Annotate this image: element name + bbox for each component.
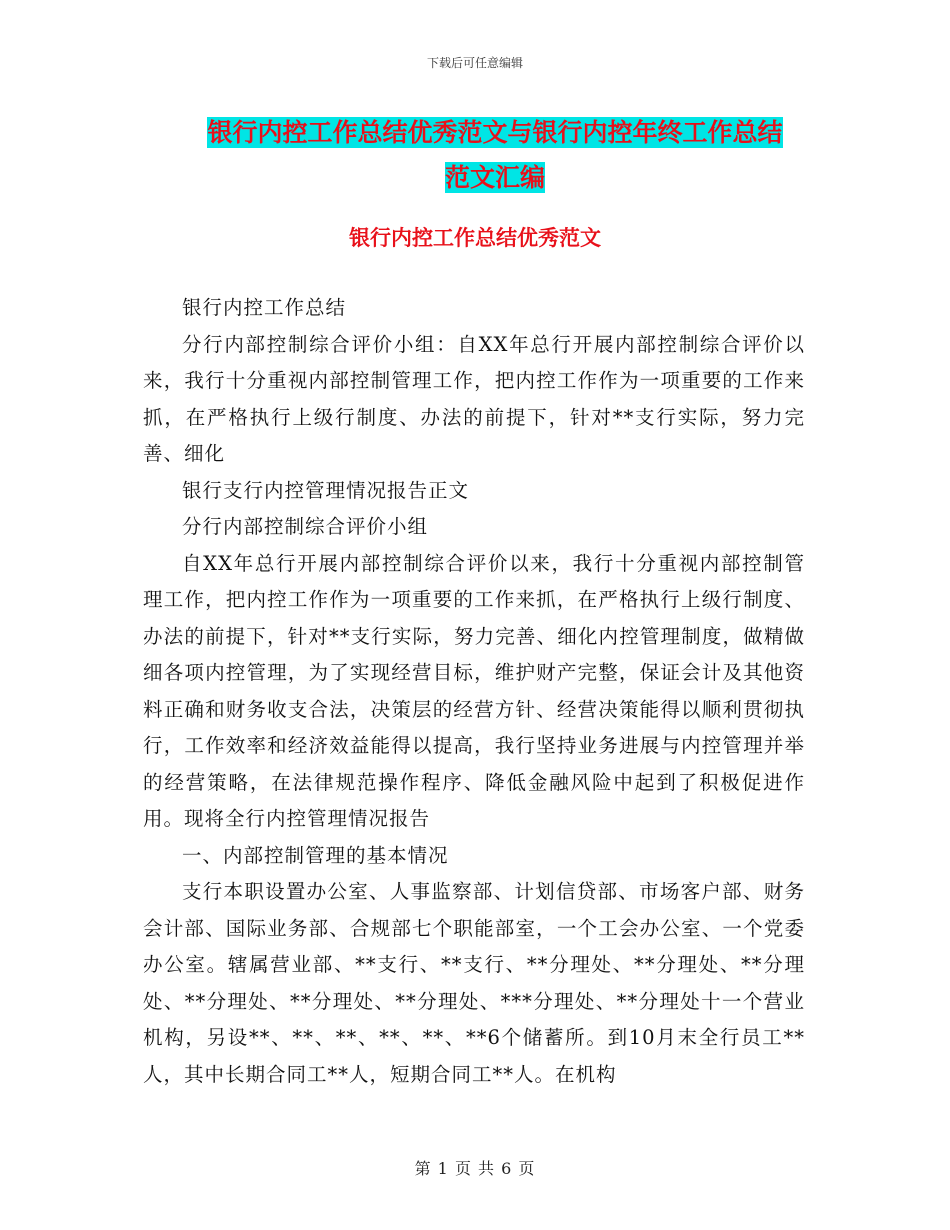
paragraph: 支行本职设置办公室、人事监察部、计划信贷部、市场客户部、财务会计部、国际业务部、合规部七个职能部室，一个工会办公室、一个党委办公室。辖属营业部、**支行、**支行、**分理处、**分理处、**分理处、**分理处、**分理处、**分理处、***分理处、**分理处十一个营业机构，另设**、**、**、**、**、**6个储蓄所。到10月末全行员工**人，其中长期合同工**人，短期合同工**人。在机构 — [143, 880, 805, 1086]
document-body — [143, 290, 805, 1093]
page-number: 第 1 页 共 6 页 — [414, 1159, 536, 1178]
paragraph: 银行内控工作总结 — [182, 296, 347, 319]
document-title-line2: 范文汇编 — [444, 163, 545, 192]
document-title-line1: 银行内控工作总结优秀范文与银行内控年终工作总结 — [207, 118, 783, 147]
document-title — [175, 110, 815, 200]
paragraph: 分行内部控制综合评价小组 — [182, 515, 429, 538]
paragraph: 自XX年总行开展内部控制综合评价以来，我行十分重视内部控制管理工作，把内控工作作为一项重要的工作来抓，在严格执行上级行制度、办法的前提下，针对**支行实际，努力完善、细化内控管理制度，做精做细各项内控管理，为了实现经营目标，维护财产完整，保证会计及其他资料正确和财务收支合法，决策层的经营方针、经营决策能得以顺利贯彻执行，工作效率和经济效益能得以提高，我行坚持业务进展与内控管理并举的经营策略，在法律规范操作程序、降低金融风险中起到了积极促进作用。现将全行内控管理情况报告 — [143, 551, 805, 830]
paragraph: 银行支行内控管理情况报告正文 — [182, 478, 470, 502]
section-title: 银行内控工作总结优秀范文 — [349, 226, 601, 250]
paragraph: 一、内部控制管理的基本情况 — [182, 843, 449, 867]
paragraph: 分行内部控制综合评价小组：自XX年总行开展内部控制综合评价以来，我行十分重视内部控制管理工作，把内控工作作为一项重要的工作来抓，在严格执行上级行制度、办法的前提下，针对**支行实际，努力完善、细化 — [143, 332, 805, 465]
header-note: 下载后可任意编辑 — [426, 56, 523, 70]
